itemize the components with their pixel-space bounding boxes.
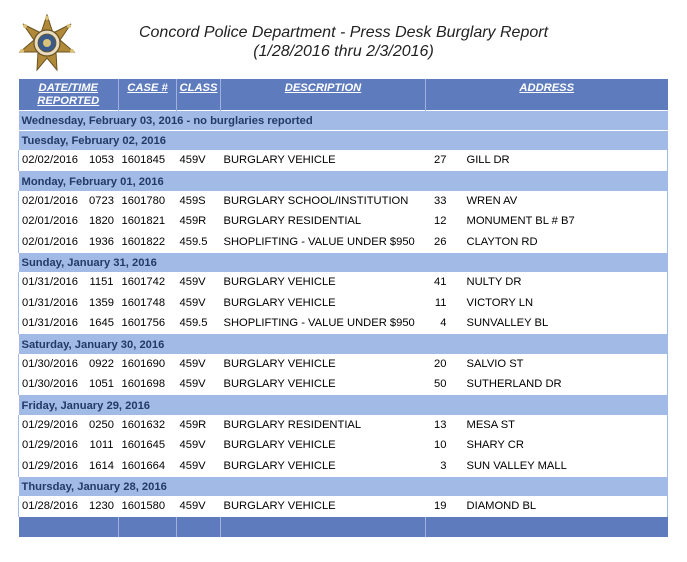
incident-time: 0723	[82, 191, 119, 212]
table-row	[19, 191, 668, 212]
incident-class: 459V	[177, 150, 221, 171]
column-header-date-time[interactable]	[19, 79, 119, 110]
incident-street: SUTHERLAND DR	[457, 374, 668, 395]
incident-class: 459V	[177, 496, 221, 517]
incident-time: 1230	[82, 496, 119, 517]
incident-class: 459S	[177, 191, 221, 212]
incident-date: 01/28/2016	[19, 496, 82, 517]
incident-date: 01/30/2016	[19, 354, 82, 375]
incident-date: 01/31/2016	[19, 272, 82, 293]
day-label: Tuesday, February 02, 2016	[19, 130, 668, 150]
incident-date: 02/02/2016	[19, 150, 82, 171]
footer-cell	[426, 517, 668, 537]
table-row	[19, 293, 668, 314]
burglary-report-table	[18, 79, 668, 537]
incident-case-number: 1601690	[119, 354, 177, 375]
footer-cell	[19, 517, 119, 537]
incident-time: 1051	[82, 374, 119, 395]
incident-time: 1936	[82, 232, 119, 253]
incident-class: 459.5	[177, 232, 221, 253]
day-group-row	[19, 171, 668, 191]
incident-description: SHOPLIFTING - VALUE UNDER $950	[221, 313, 426, 334]
incident-description: BURGLARY VEHICLE	[221, 435, 426, 456]
table-footer-row	[19, 517, 668, 537]
day-group-row	[19, 252, 668, 272]
day-group-row	[19, 334, 668, 354]
day-label: Friday, January 29, 2016	[19, 395, 668, 415]
incident-street: DIAMOND BL	[457, 496, 668, 517]
incident-description: BURGLARY VEHICLE	[221, 496, 426, 517]
incident-description: BURGLARY RESIDENTIAL	[221, 415, 426, 436]
table-row	[19, 435, 668, 456]
incident-case-number: 1601756	[119, 313, 177, 334]
incident-description: SHOPLIFTING - VALUE UNDER $950	[221, 232, 426, 253]
incident-date: 01/30/2016	[19, 374, 82, 395]
footer-cell	[119, 517, 177, 537]
day-group-row	[19, 110, 668, 130]
incident-street: MONUMENT BL # B7	[457, 211, 668, 232]
report-date-range: (1/28/2016 thru 2/3/2016)	[253, 43, 434, 60]
incident-time: 0250	[82, 415, 119, 436]
incident-class: 459R	[177, 415, 221, 436]
incident-date: 01/29/2016	[19, 435, 82, 456]
column-header-address[interactable]: ADDRESS	[426, 79, 668, 110]
incident-street-number: 11	[426, 293, 457, 314]
incident-street-number: 19	[426, 496, 457, 517]
incident-street-number: 4	[426, 313, 457, 334]
footer-cell	[221, 517, 426, 537]
day-label: Thursday, January 28, 2016	[19, 476, 668, 496]
incident-description: BURGLARY VEHICLE	[221, 272, 426, 293]
incident-description: BURGLARY VEHICLE	[221, 150, 426, 171]
table-row	[19, 415, 668, 436]
incident-class: 459V	[177, 293, 221, 314]
incident-street-number: 33	[426, 191, 457, 212]
table-row	[19, 374, 668, 395]
incident-time: 0922	[82, 354, 119, 375]
incident-date: 01/31/2016	[19, 313, 82, 334]
table-header-row	[19, 79, 668, 110]
incident-class: 459V	[177, 456, 221, 477]
day-group-row	[19, 476, 668, 496]
table-row	[19, 232, 668, 253]
incident-street-number: 50	[426, 374, 457, 395]
day-label: Monday, February 01, 2016	[19, 171, 668, 191]
incident-description: BURGLARY VEHICLE	[221, 354, 426, 375]
incident-case-number: 1601664	[119, 456, 177, 477]
table-row	[19, 272, 668, 293]
incident-street-number: 13	[426, 415, 457, 436]
incident-case-number: 1601698	[119, 374, 177, 395]
incident-class: 459V	[177, 374, 221, 395]
column-header-class[interactable]: CLASS	[177, 79, 221, 110]
incident-case-number: 1601780	[119, 191, 177, 212]
incident-time: 1614	[82, 456, 119, 477]
incident-case-number: 1601845	[119, 150, 177, 171]
incident-description: BURGLARY SCHOOL/INSTITUTION	[221, 191, 426, 212]
incident-street-number: 27	[426, 150, 457, 171]
incident-street-number: 10	[426, 435, 457, 456]
report-body	[19, 110, 668, 537]
incident-date: 01/29/2016	[19, 456, 82, 477]
day-label: Wednesday, February 03, 2016 - no burglaries reported	[19, 110, 668, 130]
incident-street-number: 41	[426, 272, 457, 293]
table-row	[19, 354, 668, 375]
incident-class: 459R	[177, 211, 221, 232]
incident-date: 02/01/2016	[19, 191, 82, 212]
incident-class: 459.5	[177, 313, 221, 334]
day-label: Sunday, January 31, 2016	[19, 252, 668, 272]
incident-street: SUN VALLEY MALL	[457, 456, 668, 477]
date-time-label: DATE/TIME	[38, 82, 98, 94]
day-group-row	[19, 395, 668, 415]
footer-cell	[177, 517, 221, 537]
incident-time: 1645	[82, 313, 119, 334]
day-label: Saturday, January 30, 2016	[19, 334, 668, 354]
incident-description: BURGLARY RESIDENTIAL	[221, 211, 426, 232]
incident-street: SUNVALLEY BL	[457, 313, 668, 334]
report-title: Concord Police Department - Press Desk Burglary Report	[138, 24, 549, 41]
incident-case-number: 1601632	[119, 415, 177, 436]
incident-street: VICTORY LN	[457, 293, 668, 314]
incident-case-number: 1601645	[119, 435, 177, 456]
table-row	[19, 313, 668, 334]
incident-time: 1820	[82, 211, 119, 232]
incident-street: SALVIO ST	[457, 354, 668, 375]
incident-description: BURGLARY VEHICLE	[221, 293, 426, 314]
incident-date: 02/01/2016	[19, 232, 82, 253]
incident-description: BURGLARY VEHICLE	[221, 374, 426, 395]
incident-case-number: 1601821	[119, 211, 177, 232]
incident-street: SHARY CR	[457, 435, 668, 456]
incident-class: 459V	[177, 435, 221, 456]
incident-street-number: 26	[426, 232, 457, 253]
incident-street: CLAYTON RD	[457, 232, 668, 253]
incident-time: 1151	[82, 272, 119, 293]
column-header-description[interactable]: DESCRIPTION	[221, 79, 426, 110]
incident-date: 01/29/2016	[19, 415, 82, 436]
incident-case-number: 1601580	[119, 496, 177, 517]
day-group-row	[19, 130, 668, 150]
incident-street: WREN AV	[457, 191, 668, 212]
incident-description: BURGLARY VEHICLE	[221, 456, 426, 477]
incident-time: 1011	[82, 435, 119, 456]
incident-street-number: 3	[426, 456, 457, 477]
reported-label: REPORTED	[37, 95, 100, 107]
column-header-case[interactable]: CASE #	[119, 79, 177, 110]
incident-time: 1053	[82, 150, 119, 171]
incident-street: NULTY DR	[457, 272, 668, 293]
incident-street-number: 12	[426, 211, 457, 232]
incident-case-number: 1601822	[119, 232, 177, 253]
incident-date: 02/01/2016	[19, 211, 82, 232]
incident-class: 459V	[177, 272, 221, 293]
incident-time: 1359	[82, 293, 119, 314]
table-row	[19, 456, 668, 477]
incident-case-number: 1601742	[119, 272, 177, 293]
incident-street-number: 20	[426, 354, 457, 375]
table-row	[19, 496, 668, 517]
table-row	[19, 211, 668, 232]
incident-street: MESA ST	[457, 415, 668, 436]
table-row	[19, 150, 668, 171]
incident-date: 01/31/2016	[19, 293, 82, 314]
incident-street: GILL DR	[457, 150, 668, 171]
incident-class: 459V	[177, 354, 221, 375]
incident-case-number: 1601748	[119, 293, 177, 314]
